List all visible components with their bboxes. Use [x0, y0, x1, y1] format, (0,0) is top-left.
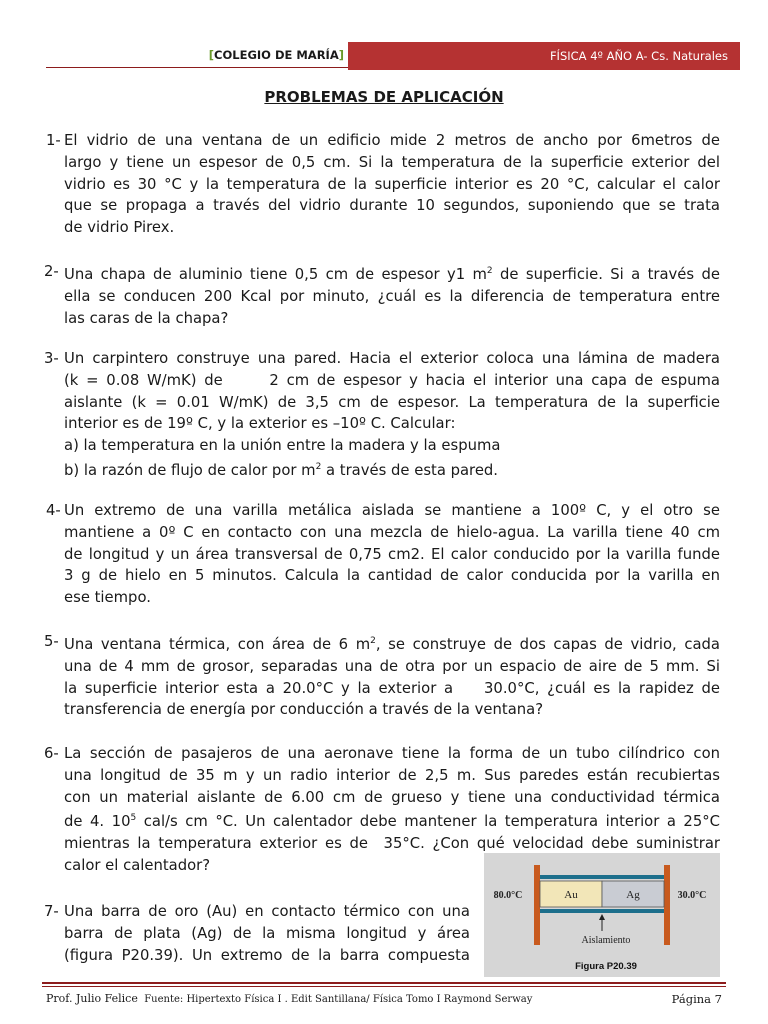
problem-line: las caras de la chapa? [64, 309, 229, 327]
left-reservoir-wall [534, 865, 540, 945]
problem-line: la superficie interior esta a 20.0°C y la exterior a 30.0°C, ¿cuál es la rapidez de [64, 679, 720, 697]
problem-line: con un material aislante de 6.00 cm de grueso y tiene una conductividad térmica [64, 788, 720, 806]
problem-line: transferencia de energía por conducción a través de la ventana? [64, 701, 544, 719]
problem-line: Un extremo de una varilla metálica aislada se mantiene a 100º C, y el otro se [64, 502, 720, 519]
problem-line: de 4. $10^5$ cal/s cm °C. Un calentador debe mantener la temperatura interior a 25°C [64, 813, 720, 831]
problem-number: 3- [44, 350, 59, 367]
problem-line: vidrio es 30 °C y la temperatura de la superficie interior es 20 °C, calcular el calor [64, 175, 720, 193]
page-header [46, 42, 740, 70]
problem-line: calor el calentador? [64, 856, 211, 874]
problem-2 [44, 261, 720, 329]
right-temperature: 30.0°C [677, 890, 707, 901]
subject-label: FÍSICA 4º AÑO A- Cs. Naturales [348, 42, 740, 70]
problem-line: a) la temperatura en la unión entre la madera y la espuma [64, 437, 501, 455]
footer-divider-thin [42, 986, 726, 987]
problem-line: El vidrio de una ventana de un edificio mide 2 metros de ancho por 6metros de [64, 132, 720, 149]
problem-line: Una barra de oro (Au) en contacto térmico con una [64, 903, 470, 920]
problem-line: 3 g de hielo en 5 minutos. Calcula la cantidad de calor conducida por la varilla en [64, 567, 720, 585]
problem-5 [44, 631, 720, 721]
left-temperature: 80.0°C [493, 890, 523, 901]
problem-4 [44, 500, 720, 609]
problem-line: aislante (k = 0.01 W/mK) de 3,5 cm de espesor. La temperatura de la superficie [64, 393, 720, 411]
problem-line: mientras la temperatura exterior es de 35°C. ¿Con qué velocidad debe suministrar [64, 835, 720, 853]
page-footer [46, 990, 722, 1008]
problem-number: 1- [46, 132, 61, 149]
page-title: PROBLEMAS DE APLICACIÓN [264, 88, 504, 106]
problem-line: de vidrio Pirex. [64, 219, 175, 237]
problem-line: una de 4 mm de grosor, separadas una de otra por un espacio de aire de 5 mm. Si [64, 657, 720, 675]
problem-line: de longitud y un área transversal de 0,75 cm2. El calor conducido por la varilla funde [64, 545, 720, 563]
bar-label-ag: Ag [626, 889, 640, 901]
problem-7 [44, 901, 470, 966]
figure-p20-39 [484, 853, 720, 977]
problem-line: b) la razón de flujo de calor por $m^2$ a través de esta pared. [64, 461, 499, 479]
problem-line: (figura P20.39). Un extremo de la barra compuesta [64, 946, 470, 964]
problem-line: ella se conducen 200 Kcal por minuto, ¿cuál es la diferencia de temperatura entre [64, 287, 720, 305]
problem-line: ese tiempo. [64, 589, 151, 607]
problem-line: Un carpintero construye una pared. Hacia el exterior coloca una lámina de madera [64, 350, 720, 367]
footer-divider [42, 982, 726, 984]
problem-line: (k = 0.08 W/mK) de 2 cm de espesor y hacia el interior una capa de espuma [64, 371, 720, 389]
insulation-bottom [540, 909, 664, 913]
source-citation: Fuente: Hipertexto Física I . Edit Santillana/ Física Tomo I Raymond Serway [144, 994, 533, 1005]
page-number: Página 7 [671, 992, 722, 1006]
problem-number: 6- [44, 745, 59, 762]
figure-caption: Figura P20.39 [575, 961, 637, 972]
insulation-label: Aislamiento [581, 935, 631, 946]
problem-line: Una ventana térmica, con área de 6 $m^2$, se construye de dos capas de vidrio, cada [64, 635, 720, 653]
problem-number: 2- [44, 263, 59, 280]
problem-line: La sección de pasajeros de una aeronave tiene la forma de un tubo cilíndrico con [64, 745, 720, 762]
right-reservoir-wall [664, 865, 670, 945]
problem-3 [44, 348, 720, 482]
insulation-top [540, 875, 664, 879]
heat-bar-diagram [484, 853, 720, 977]
problem-line: Una chapa de aluminio tiene 0,5 cm de espesor y1 $m^2$ de superficie. Si a través de [64, 265, 720, 283]
problem-number: 4- [46, 502, 61, 519]
problem-line: mantiene a 0º C en contacto con una mezcla de hielo-agua. La varilla tiene 40 cm [64, 523, 720, 541]
arrow-head-icon [599, 914, 605, 920]
author: Prof. Julio Felice [46, 992, 138, 1005]
problem-line: barra de plata (Ag) de la misma longitud y área [64, 924, 470, 942]
problem-line: largo y tiene un espesor de 0,5 cm. Si la temperatura de la superficie exterior del [64, 153, 720, 171]
problem-1 [44, 130, 720, 239]
problem-number: 7- [44, 903, 59, 920]
problem-line: interior es de 19º C, y la exterior es –10º C. Calcular: [64, 415, 456, 433]
school-name: [COLEGIO DE MARÍA] [46, 42, 348, 68]
bar-label-au: Au [564, 889, 578, 901]
problem-line: que se propaga a través del vidrio durante 10 segundos, suponiendo que se trata [64, 197, 720, 215]
problem-number: 5- [44, 633, 59, 650]
problem-line: una longitud de 35 m y un radio interior de 2,5 m. Sus paredes están recubiertas [64, 766, 720, 784]
